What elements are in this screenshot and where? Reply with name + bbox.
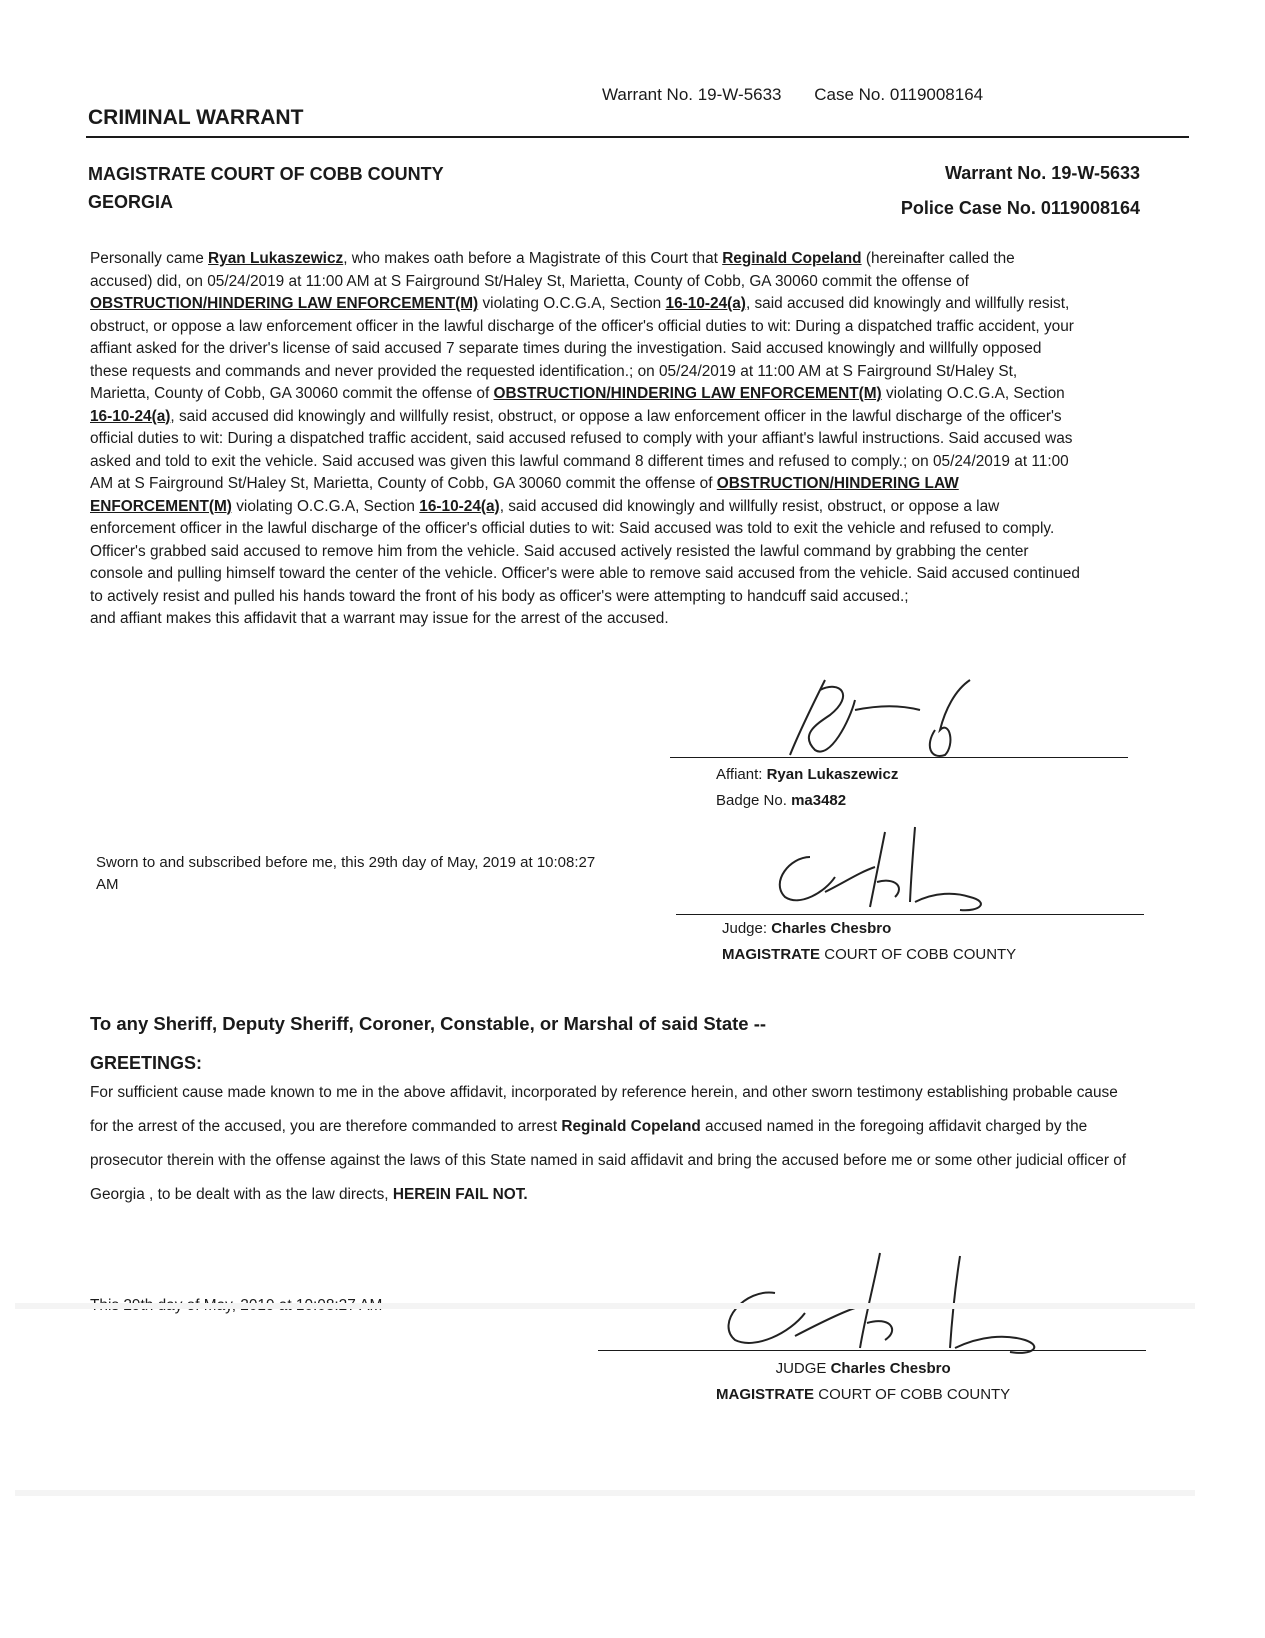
final-judge-label: JUDGE	[775, 1360, 831, 1377]
offense-name: OBSTRUCTION/HINDERING LAW ENFORCEMENT(M)	[493, 385, 882, 402]
affiant-line	[716, 762, 898, 788]
court-name-line2: GEORGIA	[88, 192, 174, 212]
affiant-signature	[760, 660, 1000, 770]
final-judge-line	[716, 1356, 1010, 1382]
header-reference-line	[602, 85, 1011, 105]
to-any-officer: To any Sheriff, Deputy Sheriff, Coroner, Constable, or Marshal of said State --	[90, 1013, 767, 1034]
final-court-line	[716, 1382, 1010, 1408]
code-section: 16-10-24(a)	[90, 407, 171, 425]
affiant-block-name: Ryan Lukaszewicz	[766, 766, 899, 783]
document-title: CRIMINAL WARRANT	[88, 106, 304, 129]
greetings-heading: GREETINGS:	[90, 1053, 203, 1073]
affiant-name: Ryan Lukaszewicz	[208, 250, 344, 267]
affiant-label: Affiant:	[716, 766, 767, 783]
affidavit-segment: violating O.C.G.A, Section	[881, 385, 1065, 402]
affiant-signature-line	[670, 757, 1128, 758]
final-judge-block	[716, 1356, 1010, 1408]
warrant-number: Warrant No. 19-W-5633	[944, 163, 1140, 183]
court-name-line1: MAGISTRATE COURT OF COBB COUNTY	[88, 164, 444, 184]
header-warrant-number: Warrant No. 19-W-5633	[602, 85, 782, 104]
offense-name: OBSTRUCTION/HINDERING LAW ENFORCEMENT(M)	[90, 295, 479, 312]
police-case-number: Police Case No. 0119008164	[900, 198, 1140, 218]
judge-signature-line	[676, 914, 1144, 915]
affiant-block	[716, 762, 898, 814]
affidavit-segment: Personally came	[90, 250, 209, 267]
court-name	[88, 160, 444, 216]
scan-artifact	[15, 1490, 1195, 1496]
badge-line	[716, 788, 898, 814]
affidavit-text	[90, 248, 1080, 631]
badge-label: Badge No.	[716, 792, 792, 809]
affidavit-segment: violating O.C.G.A, Section	[231, 497, 420, 515]
judge-label: Judge:	[722, 920, 772, 937]
command-accused-name: Reginald Copeland	[561, 1118, 701, 1135]
affidavit-segment: violating O.C.G.A, Section	[478, 295, 666, 312]
header-divider	[86, 136, 1189, 138]
affidavit-segment: , said accused did knowingly and willfully resist, obstruct, or oppose a law enforcement officer in the lawful discharge of the officer's official duties to wit: During a dispatched traffic accident, your affiant asked for the driver's license of said accused 7 separate times during the investigation. Said accused knowingly and willfully opposed these requests and commands and never provided the requested identification.; on 05/24/2019 at 11:00 AM at S Fairground St/Haley St, Marietta, County of Cobb, GA 30060 commit the offense of	[90, 295, 1074, 402]
code-section: 16-10-24(a)	[419, 497, 500, 515]
final-court-rest: COURT OF COBB COUNTY	[814, 1386, 1011, 1403]
judge-court-rest: COURT OF COBB COUNTY	[820, 946, 1017, 963]
affidavit-segment: , who makes oath before a Magistrate of this Court that	[343, 250, 723, 267]
affidavit-segment: (hereinafter called the accused) did, on 05/24/2019 at 11:00 AM at S Fairground St/Haley St, Marietta, County of Cobb, GA 30060 commit the offense of	[90, 250, 1015, 290]
judge-line	[722, 916, 1016, 942]
badge-number: ma3482	[791, 792, 847, 809]
header-case-number: Case No. 0119008164	[814, 85, 984, 104]
judge-court-bold: MAGISTRATE	[722, 946, 821, 963]
sworn-statement: Sworn to and subscribed before me, this 29th day of May, 2019 at 10:08:27 AM	[96, 854, 596, 893]
judge-court-line	[722, 942, 1016, 968]
code-section: 16-10-24(a)	[665, 295, 746, 312]
final-court-bold: MAGISTRATE	[716, 1386, 815, 1403]
judge-block	[722, 916, 1016, 968]
final-judge-name: Charles Chesbro	[830, 1360, 951, 1377]
judge-name: Charles Chesbro	[771, 920, 892, 937]
affidavit-closing: and affiant makes this affidavit that a warrant may issue for the arrest of the accused.	[90, 610, 669, 627]
offense-name: OBSTRUCTION/HINDERING LAW ENFORCEMENT(M)	[90, 475, 959, 515]
herein-fail-not: HEREIN FAIL NOT.	[392, 1186, 528, 1203]
warrant-command-text	[90, 1076, 1130, 1212]
affidavit-segment: , said accused did knowingly and willfully resist, obstruct, or oppose a law enforcement officer in the lawful discharge of the officer's official duties to wit: Said accused was told to exit the vehicle and refused to comply. Officer's grabbed said accused to remove him from the vehicle. Said accused actively resisted the lawful command by grabbing the center console and pulling himself toward the center of the vehicle. Officer's were able to remove said accused from the vehicle. Said accused continued to actively resist and pulled his hands toward the front of his body as officer's were attempting to handcuff said accused.;	[90, 497, 1080, 605]
judge-signature	[765, 822, 1005, 914]
accused-name: Reginald Copeland	[722, 250, 862, 267]
final-signature-line	[598, 1350, 1146, 1351]
command-segment: For sufficient cause made known to me in the above affidavit, incorporated by reference herein, and other sworn testimony establishing probable cause for the arrest of the accused, you are therefore commanded to arrest	[90, 1084, 1118, 1135]
affidavit-segment: , said accused did knowingly and willfully resist, obstruct, or oppose a law enforcement officer in the lawful discharge of the officer's official duties to wit: During a dispatched traffic accident, said accused refused to comply with your affiant's lawful instructions. Said accused was asked and told to exit the vehicle. Said accused was given this lawful command 8 different times and refused to comply.; on 05/24/2019 at 11:00 AM at S Fairground St/Haley St, Marietta, County of Cobb, GA 30060 commit the offense of	[90, 407, 1073, 492]
command-segment: accused named in the foregoing affidavit charged by the prosecutor therein with the offense against the laws of this State named in said affidavit and bring the accused before me or some other judicial officer of Georgia , to be dealt with as the law directs,	[90, 1118, 1127, 1203]
scan-artifact	[15, 1303, 1195, 1309]
